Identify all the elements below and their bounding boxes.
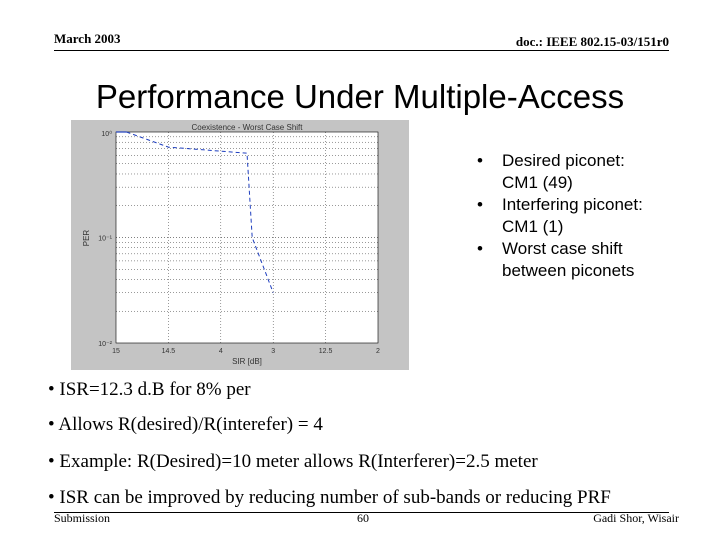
bullet-item	[475, 150, 715, 194]
bullet-list	[475, 150, 715, 282]
chart-x-tick-label: 3	[271, 348, 276, 355]
per-chart	[71, 120, 409, 370]
footer-author: Gadi Shor, Wisair	[593, 511, 679, 525]
chart-x-tick-label: 4	[218, 348, 223, 355]
bullet-dot: •	[477, 195, 483, 214]
slide-title: Performance Under Multiple-Access	[95, 78, 625, 115]
bullet-item	[475, 194, 715, 238]
bullet-text: Worst case shift	[502, 239, 623, 258]
chart-xlabel: SIR [dB]	[232, 357, 262, 366]
bullet-text: Interfering piconet:	[502, 195, 643, 214]
chart-x-tick-label: 2	[376, 348, 380, 355]
chart-y-tick-label: 10⁻¹	[98, 235, 112, 243]
body-line-ratio: • Allows R(desired)/R(interefer) = 4	[48, 414, 323, 435]
footer-submission: Submission	[54, 511, 111, 525]
bullet-text: Desired piconet:	[502, 151, 625, 170]
bullet-dot: •	[477, 151, 483, 170]
chart-title: Coexistence - Worst Case Shift	[191, 123, 303, 132]
chart-x-tick-label: 12.5	[318, 348, 333, 355]
body-line-example: • Example: R(Desired)=10 meter allows R(Interferer)=2.5 meter	[48, 451, 538, 472]
chart-y-tick-label: 10⁻²	[98, 341, 112, 348]
footer-page-number: 60	[357, 511, 369, 525]
chart-y-tick-label: 10⁰	[101, 131, 112, 138]
bullet-sub: CM1 (49)	[502, 173, 573, 192]
chart-ylabel: PER	[82, 229, 91, 247]
bullet-item	[475, 238, 715, 282]
per-chart-svg	[71, 120, 409, 370]
bullet-sub: between piconets	[502, 261, 635, 280]
header-rule	[54, 50, 669, 51]
chart-x-tick-label: 14.5	[161, 348, 176, 355]
body-line-isr: • ISR=12.3 d.B for 8% per	[48, 379, 251, 400]
bullet-sub: CM1 (1)	[502, 217, 564, 236]
header-date: March 2003	[54, 31, 121, 46]
body-line-improve: • ISR can be improved by reducing number of sub-bands or reducing PRF	[48, 487, 611, 508]
header-doc-id: doc.: IEEE 802.15-03/151r0	[515, 34, 669, 49]
bullet-dot: •	[477, 239, 483, 258]
chart-x-tick-label: 15	[112, 348, 120, 355]
